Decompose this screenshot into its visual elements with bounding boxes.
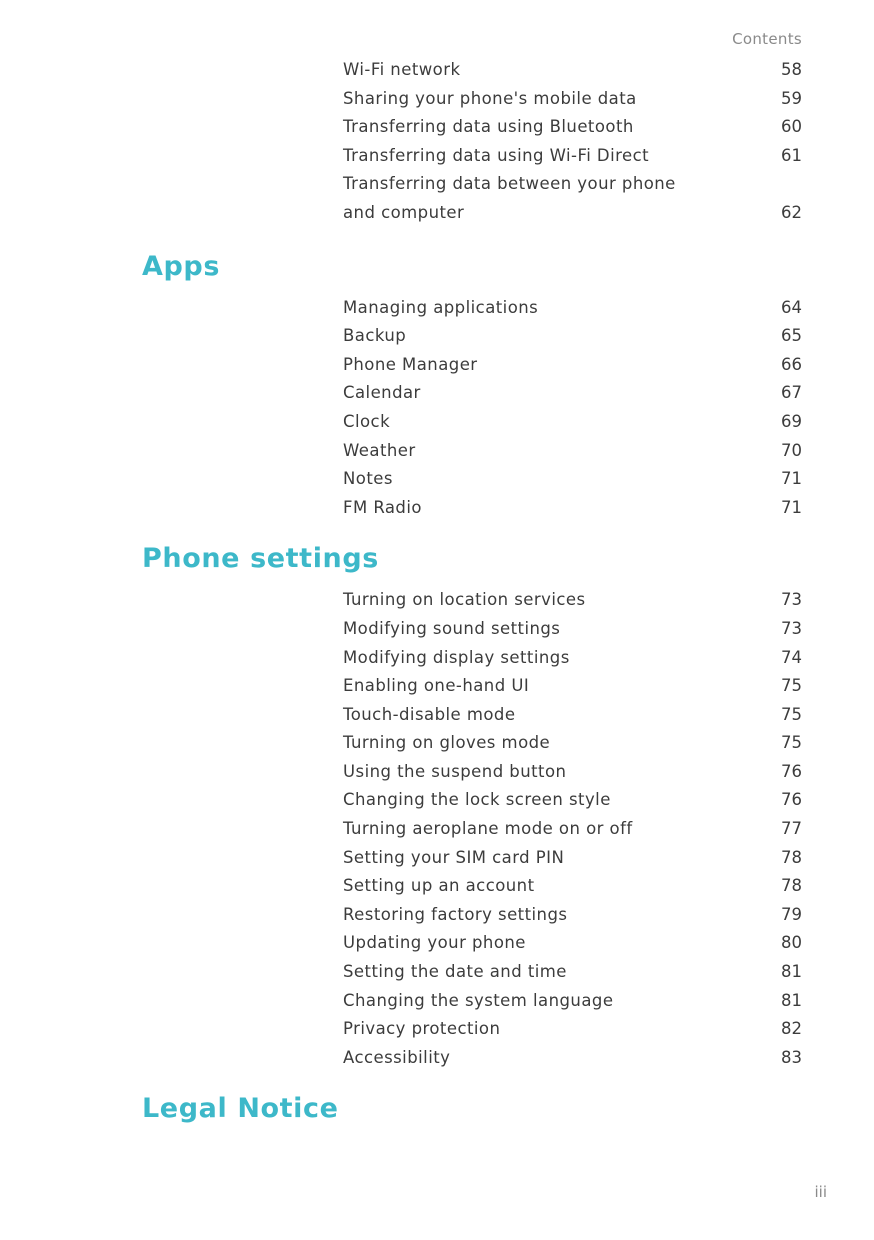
toc-entry[interactable] [343,1044,802,1073]
toc-entry[interactable] [343,586,802,615]
toc-entry-title: Changing the lock screen style [343,790,611,810]
toc-entry-page: 69 [781,411,802,431]
toc-entry-title: Privacy protection [343,1019,501,1039]
toc-entry-page: 71 [781,469,802,489]
toc-entry-title: Transferring data between your phone and computer [343,174,676,222]
toc-entry-page: 78 [781,876,802,896]
toc-entry[interactable] [343,85,802,114]
toc-entry-title: Changing the system language [343,990,614,1010]
running-header: Contents [732,30,802,48]
toc-entry-title: Setting up an account [343,876,535,896]
toc-entry[interactable] [343,672,802,701]
toc-entry[interactable] [343,437,802,466]
toc-entry[interactable] [343,958,802,987]
toc-entry-title: Using the suspend button [343,761,567,781]
toc-entry-page: 73 [781,618,802,638]
toc-entry-page: 76 [781,761,802,781]
toc-section-list [0,294,874,523]
toc-entry-page: 75 [781,704,802,724]
toc-entry-page: 74 [781,647,802,667]
section-heading[interactable]: Apps [142,250,221,282]
toc-continued-list [0,56,874,228]
toc-entry[interactable] [343,408,802,437]
toc-entry-title: Updating your phone [343,933,526,953]
toc-entry-page: 81 [781,990,802,1010]
toc-entry-title: Transferring data using Bluetooth [343,117,634,137]
toc-entry-page: 78 [781,847,802,867]
toc-entry-title: Weather [343,440,416,460]
toc-entry[interactable] [343,142,802,171]
toc-entry-page: 76 [781,790,802,810]
toc-entry-title: Restoring factory settings [343,904,568,924]
toc-entry[interactable] [343,170,802,227]
section-heading[interactable]: Phone settings [142,543,379,575]
page-number: iii [814,1183,827,1201]
toc-entry-page: 66 [781,354,802,374]
toc-entry[interactable] [343,758,802,787]
toc-entry-title: Clock [343,411,391,431]
toc-entry[interactable] [343,644,802,673]
toc-entry[interactable] [343,701,802,730]
toc-entry-page: 77 [781,819,802,839]
toc-entry[interactable] [343,56,802,85]
toc-entry-title: Setting your SIM card PIN [343,847,565,867]
toc-section-apps [0,238,874,523]
toc-entry-page: 62 [781,202,802,222]
toc-entry-page: 59 [781,88,802,108]
toc-entry-title: Managing applications [343,297,539,317]
toc-entry-page: 73 [781,590,802,610]
toc-entry[interactable] [343,294,802,323]
toc-entry-page: 64 [781,297,802,317]
toc-entry-title: Transferring data using Wi-Fi Direct [343,145,650,165]
toc-entry[interactable] [343,815,802,844]
section-heading[interactable]: Legal Notice [142,1093,339,1125]
toc-entry-page: 71 [781,497,802,517]
toc-entry[interactable] [343,901,802,930]
toc-entry[interactable] [343,786,802,815]
toc-entry-page: 75 [781,733,802,753]
toc-entry[interactable] [343,872,802,901]
toc-entry-title: Enabling one-hand UI [343,676,530,696]
toc-entry-title: Turning on gloves mode [343,733,551,753]
toc-entry[interactable] [343,729,802,758]
toc-entry-title: FM Radio [343,497,422,517]
toc-entry[interactable] [343,929,802,958]
toc-entry[interactable] [343,615,802,644]
toc-entry-title: Notes [343,469,393,489]
toc-entry-title: Calendar [343,383,421,403]
toc-entry-page: 75 [781,676,802,696]
toc-entry-title: Accessibility [343,1047,451,1067]
toc-entry-page: 65 [781,326,802,346]
toc-entry[interactable] [343,351,802,380]
toc-section-list [0,586,874,1072]
toc-entry-title: Backup [343,326,407,346]
toc-entry-title: Modifying sound settings [343,618,561,638]
toc-entry-page: 82 [781,1019,802,1039]
toc-entry[interactable] [343,465,802,494]
toc-entry-title: Turning on location services [343,590,586,610]
toc-entry-page: 81 [781,962,802,982]
table-of-contents [0,56,874,1136]
toc-entry[interactable] [343,113,802,142]
toc-entry-title: Sharing your phone's mobile data [343,88,637,108]
toc-entry[interactable] [343,844,802,873]
toc-entry-page: 61 [781,145,802,165]
toc-entry-page: 58 [781,60,802,79]
toc-entry-title: Turning aeroplane mode on or off [343,819,633,839]
toc-entry-page: 83 [781,1047,802,1067]
toc-entry-page: 70 [781,440,802,460]
toc-entry-page: 80 [781,933,802,953]
toc-entry[interactable] [343,322,802,351]
toc-entry[interactable] [343,987,802,1016]
toc-entry-title: Phone Manager [343,354,478,374]
toc-entry-title: Touch-disable mode [343,704,516,724]
toc-entry[interactable] [343,1015,802,1044]
toc-section-phone-settings [0,530,874,1072]
toc-entry-title: Setting the date and time [343,962,567,982]
toc-entry-page: 67 [781,383,802,403]
toc-section-legal-notice [0,1080,874,1136]
toc-entry-title: Modifying display settings [343,647,570,667]
toc-entry-page: 79 [781,904,802,924]
toc-entry[interactable] [343,494,802,523]
toc-entry[interactable] [343,379,802,408]
toc-entry-page: 60 [781,117,802,137]
toc-entry-title: Wi-Fi network [343,60,461,79]
